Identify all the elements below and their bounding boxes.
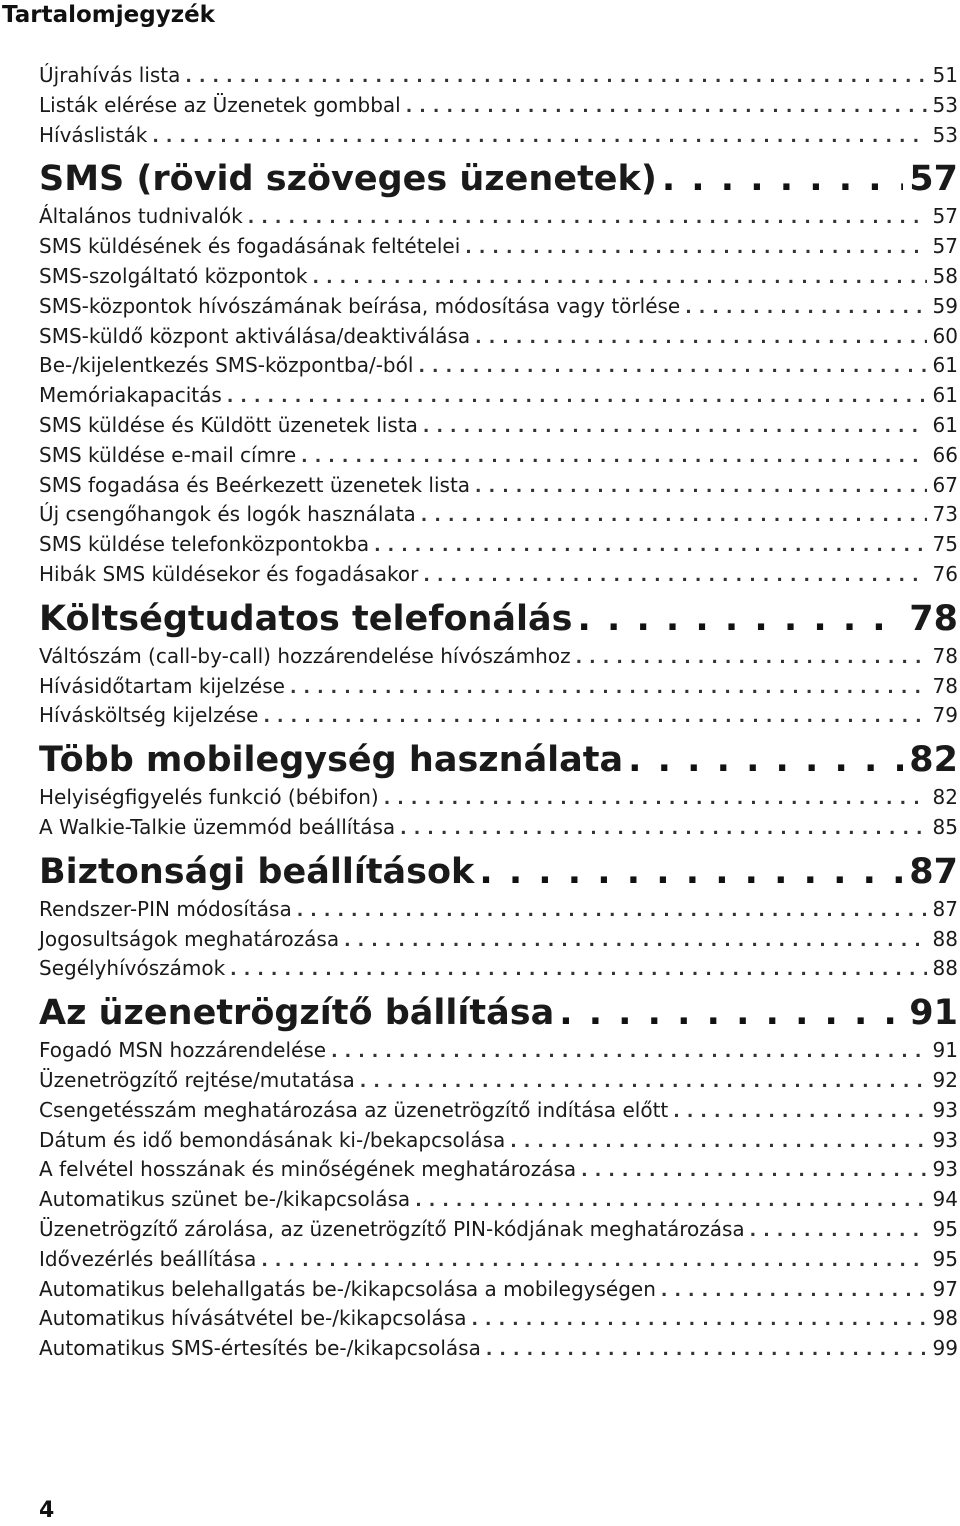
toc-entry[interactable] (39, 1274, 958, 1304)
toc-entry-title: Segélyhívószámok (39, 956, 226, 981)
toc-entry[interactable] (39, 90, 958, 120)
toc-entry-title: Be-/kijelentkezés SMS-központba/-ból (39, 353, 414, 378)
toc-entry-page: 57 (909, 159, 958, 200)
dot-leader (750, 1216, 927, 1246)
toc-entry-page: 78 (909, 598, 958, 639)
dot-leader (423, 412, 927, 442)
toc-entry-page: 78 (932, 643, 958, 668)
toc-entry-title: Üzenetrögzítő rejtése/mutatása (39, 1068, 355, 1092)
dot-leader (661, 1276, 927, 1306)
toc-entry-page: 76 (932, 562, 958, 586)
toc-entry-page: 97 (932, 1276, 958, 1301)
toc-entry-title: A felvétel hosszának és minőségének meghatározása (39, 1157, 577, 1182)
toc-entry[interactable] (39, 291, 958, 321)
toc-entry-title: Híváslisták (39, 122, 148, 147)
dot-leader (581, 1156, 926, 1186)
dot-leader (152, 122, 926, 152)
toc-section-heading[interactable] (39, 157, 958, 201)
toc-entry[interactable] (39, 1184, 958, 1214)
dot-leader (297, 896, 927, 926)
toc-entry-title: Az üzenetrögzítő bállítása (39, 993, 555, 1034)
toc-entry-page: 93 (932, 1097, 958, 1122)
toc-entry[interactable] (39, 201, 958, 231)
toc-entry[interactable] (39, 924, 958, 954)
toc-entry-page: 94 (932, 1187, 958, 1212)
dot-leader (406, 92, 927, 122)
dot-leader (559, 991, 903, 1035)
dot-leader (261, 1246, 926, 1276)
toc-entry-page: 57 (932, 204, 958, 229)
toc-entry-page: 67 (932, 472, 958, 497)
toc-entry-page: 66 (932, 442, 958, 467)
toc-entry-title: Dátum és idő bemondásának ki-/bekapcsolása (39, 1127, 506, 1152)
toc-entry[interactable] (39, 782, 958, 812)
toc-entry-title: SMS-szolgáltató központok (39, 264, 308, 288)
toc-entry-title: Üzenetrögzítő zárolása, az üzenetrögzítő PIN-kódjának meghatározása (39, 1217, 745, 1241)
toc-entry[interactable] (39, 641, 958, 671)
toc-entry[interactable] (39, 529, 958, 559)
toc-entry-title: Költségtudatos telefonálás (39, 598, 573, 639)
toc-entry-page: 95 (932, 1246, 958, 1271)
dot-leader (290, 673, 927, 703)
toc-entry-page: 61 (932, 383, 958, 408)
toc-entry-title: Listák elérése az Üzenetek gombbal (39, 92, 401, 117)
toc-entry[interactable] (39, 120, 958, 150)
toc-entry-page: 98 (932, 1306, 958, 1331)
toc-entry-title: A Walkie-Talkie üzemmód beállítása (39, 815, 396, 839)
toc-entry-title: Biztonsági beállítások (39, 851, 475, 892)
dot-leader (479, 850, 903, 894)
toc-entry-page: 58 (932, 264, 958, 288)
toc-entry-page: 87 (932, 896, 958, 921)
toc-entry-page: 59 (932, 293, 958, 318)
dot-leader (475, 323, 926, 353)
toc-entry-title: SMS küldése e-mail címre (39, 442, 297, 467)
toc-entry-title: SMS küldése telefonközpontokba (39, 532, 370, 557)
toc-entry[interactable] (39, 1303, 958, 1333)
toc-entry-title: SMS küldése és Küldött üzenetek lista (39, 413, 418, 437)
toc-entry-title: Automatikus belehallgatás be-/kikapcsolása a mobilegységen (39, 1276, 656, 1301)
toc-entry-title: Rendszer-PIN módosítása (39, 896, 292, 921)
toc-entry-title: Több mobilegység használata (39, 740, 624, 781)
toc-entry-page: 93 (932, 1127, 958, 1152)
dot-leader (248, 203, 927, 233)
dot-leader (331, 1037, 926, 1067)
toc-entry-title: Hibák SMS küldésekor és fogadásakor (39, 562, 419, 586)
toc-entry-page: 57 (932, 234, 958, 259)
toc-entry[interactable] (39, 1214, 958, 1244)
dot-leader (400, 814, 926, 844)
toc-entry-title: Automatikus hívásátvétel be-/kikapcsolása (39, 1306, 467, 1331)
dot-leader (263, 702, 926, 732)
dot-leader (185, 62, 926, 92)
toc-section-heading[interactable] (39, 597, 958, 641)
toc-entry-page: 95 (932, 1217, 958, 1241)
toc-entry[interactable] (39, 261, 958, 291)
dot-leader (510, 1127, 926, 1157)
toc-entry-title: SMS fogadása és Beérkezett üzenetek lista (39, 472, 471, 497)
dot-leader (685, 293, 926, 323)
toc-entry[interactable] (39, 231, 958, 261)
toc-entry[interactable] (39, 1125, 958, 1155)
dot-leader (360, 1067, 927, 1097)
toc-entry-page: 82 (909, 740, 958, 781)
toc-entry-page: 99 (932, 1336, 958, 1361)
dot-leader (227, 382, 927, 412)
dot-leader (465, 233, 926, 263)
toc-entry-title: Váltószám (call-by-call) hozzárendelése hívószámhoz (39, 643, 571, 668)
toc-entry[interactable] (39, 1095, 958, 1125)
toc-entry-page: 91 (932, 1038, 958, 1063)
dot-leader (344, 926, 926, 956)
dot-leader (421, 501, 927, 531)
toc-entry-page: 73 (932, 502, 958, 527)
toc-entry-page: 93 (932, 1157, 958, 1182)
dot-leader (230, 955, 926, 985)
toc-entry[interactable] (39, 671, 958, 701)
toc-entry[interactable] (39, 321, 958, 351)
dot-leader (486, 1335, 927, 1365)
toc-entry-page: 79 (932, 703, 958, 728)
toc-entry-title: Memóriakapacitás (39, 383, 222, 408)
toc-entry-page: 53 (932, 122, 958, 147)
dot-leader (415, 1186, 926, 1216)
toc-entry-title: Helyiségfigyelés funkció (bébifon) (39, 785, 379, 810)
dot-leader (418, 352, 926, 382)
dot-leader (423, 561, 926, 591)
dot-leader (673, 1097, 926, 1127)
toc-entry-page: 91 (909, 993, 958, 1034)
toc-entry[interactable] (39, 1244, 958, 1274)
toc-entry-page: 53 (932, 92, 958, 117)
toc-entry[interactable] (39, 1065, 958, 1095)
toc-entry-title: Hívásköltség kijelzése (39, 703, 259, 728)
toc-entry-title: SMS küldésének és fogadásának feltételei (39, 234, 461, 259)
page-number: 4 (39, 1498, 55, 1523)
toc-entry[interactable] (39, 470, 958, 500)
toc-entry[interactable] (39, 953, 958, 983)
toc-entry[interactable] (39, 812, 958, 842)
toc-entry-page: 78 (932, 673, 958, 698)
toc-entry-title: SMS-központok hívószámának beírása, módosítása vagy törlése (39, 293, 681, 318)
toc-entry-title: Idővezérlés beállítása (39, 1246, 257, 1271)
toc-entry-page: 60 (932, 323, 958, 348)
toc-entry-title: SMS (rövid szöveges üzenetek) (39, 159, 657, 200)
toc-entry-title: Automatikus szünet be-/kikapcsolása (39, 1187, 411, 1212)
toc-entry-title: Általános tudnivalók (39, 204, 243, 229)
page-title: Tartalomjegyzék (2, 2, 215, 28)
toc-entry-title: Újrahívás lista (39, 63, 181, 87)
toc-entry-page: 85 (932, 815, 958, 839)
toc-entry[interactable] (39, 1333, 958, 1363)
toc-entry[interactable] (39, 700, 958, 730)
toc-entry[interactable] (39, 894, 958, 924)
dot-leader (577, 597, 903, 641)
toc-entry-page: 51 (932, 63, 958, 87)
toc-entry[interactable] (39, 410, 958, 440)
dot-leader (313, 263, 927, 293)
toc-entry[interactable] (39, 440, 958, 470)
toc-entry-page: 92 (932, 1068, 958, 1092)
toc-entry-page: 82 (932, 785, 958, 810)
toc-entry-title: Új csengőhangok és logók használata (39, 502, 416, 527)
toc-entry-title: Jogosultságok meghatározása (39, 926, 340, 951)
dot-leader (301, 442, 926, 472)
toc-entry-page: 61 (932, 413, 958, 437)
dot-leader (628, 738, 903, 782)
toc-section-heading[interactable] (39, 850, 958, 894)
dot-leader (662, 157, 903, 201)
toc-entry[interactable] (39, 559, 958, 589)
toc-entry[interactable] (39, 1035, 958, 1065)
toc-entry-page: 75 (932, 532, 958, 557)
toc-entry-title: Hívásidőtartam kijelzése (39, 673, 285, 698)
toc-entry[interactable] (39, 380, 958, 410)
toc-entry[interactable] (39, 350, 958, 380)
toc-entry[interactable] (39, 60, 958, 90)
toc-entry-page: 61 (932, 353, 958, 378)
toc-section-heading[interactable] (39, 991, 958, 1035)
dot-leader (471, 1305, 926, 1335)
dot-leader (576, 643, 927, 673)
dot-leader (374, 531, 926, 561)
toc-entry-title: Csengetésszám meghatározása az üzenetrögzítő indítása előtt (39, 1097, 669, 1122)
toc-entry-page: 87 (909, 851, 958, 892)
toc-entry-page: 88 (932, 926, 958, 951)
toc-section-heading[interactable] (39, 738, 958, 782)
toc-entry-page: 88 (932, 956, 958, 981)
toc-entry-title: Automatikus SMS-értesítés be-/kikapcsolása (39, 1336, 481, 1361)
dot-leader (384, 784, 927, 814)
toc-entry-title: Fogadó MSN hozzárendelése (39, 1038, 327, 1063)
toc-entry[interactable] (39, 1154, 958, 1184)
toc-entry-title: SMS-küldő központ aktiválása/deaktiválása (39, 323, 471, 348)
dot-leader (475, 472, 927, 502)
toc-entry[interactable] (39, 499, 958, 529)
